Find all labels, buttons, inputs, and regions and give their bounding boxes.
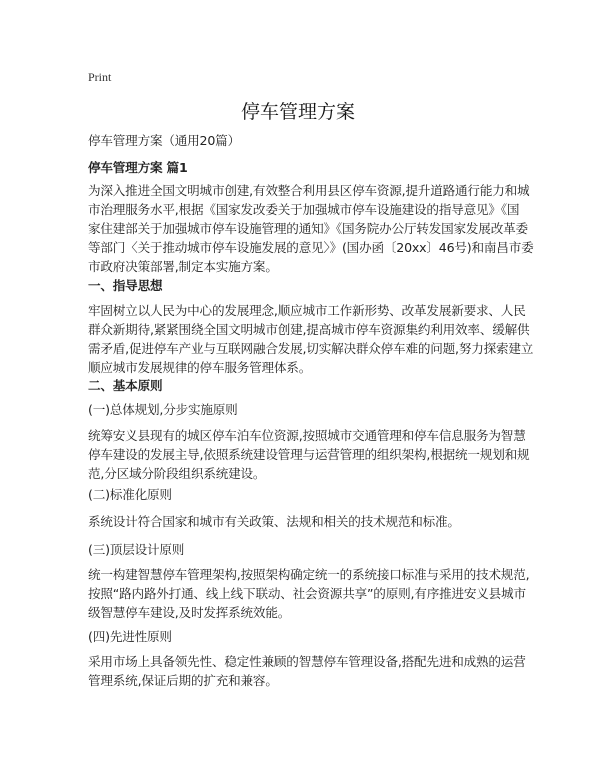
document-title: 停车管理方案 (240, 101, 355, 123)
text-line: 群众新期待,紧紧围绕全国文明城市创建,提高城市停车资源集约利用效率、缓解供 (88, 322, 530, 337)
text-line: 管理系统,保证后期的扩充和兼容。 (88, 673, 278, 688)
section-heading: 停车管理方案 篇1 (88, 160, 188, 175)
text-line: 范,分区域分阶段组织系统建设。 (88, 466, 266, 481)
text-line: 牢固树立以人民为中心的发展理念,顺应城市工作新形势、改革发展新要求、人民 (88, 303, 526, 318)
guiding-ideology-paragraph (88, 301, 533, 377)
advancement-paragraph (88, 652, 526, 690)
top-level-design-paragraph (88, 565, 529, 622)
subheading-advancement: (四)先进性原则 (88, 629, 172, 644)
overall-planning-paragraph (88, 426, 529, 483)
text-line: 级智慧停车建设,及时发挥系统效能。 (88, 605, 291, 620)
subheading-overall-planning: (一)总体规划,分步实施原则 (88, 402, 238, 417)
text-line: 按照“路内路外打通、线上线下联动、社会资源共享”的原则,有序推进安义县城市 (88, 586, 526, 601)
document-subtitle: 停车管理方案（通用20篇） (88, 133, 240, 148)
text-line: 停车建设的发展主导,依照系统建设管理与运营管理的组织架构,根据统一规划和规 (88, 447, 530, 462)
text-line: 需矛盾,促进停车产业与互联网融合发展,切实解决群众停车难的问题,努力探索建立 (88, 341, 534, 356)
subheading-standardization: (二)标准化原则 (88, 487, 172, 502)
text-line: 顺应城市发展规律的停车服务管理体系。 (88, 360, 312, 375)
print-label[interactable]: Print (88, 70, 112, 84)
heading-guiding-ideology: 一、指导思想 (88, 278, 163, 293)
text-line: 等部门〈关于推动城市停车设施发展的意见〉》(国办函〔20xx〕46号)和南昌市委 (88, 240, 534, 255)
text-line: 统筹安义县现有的城区停车泊车位资源,按照城市交通管理和停车信息服务为智慧 (88, 428, 526, 443)
heading-basic-principles: 二、基本原则 (88, 378, 163, 393)
text-line: 市治理服务水平,根据《国家发改委关于加强城市停车设施建设的指导意见》《国 (88, 202, 520, 217)
text-line: 家住建部关于加强城市停车设施管理的通知》《国务院办公厅转发国家发展改革委 (88, 221, 528, 236)
text-line: 为深入推进全国文明城市创建,有效整合利用县区停车资源,提升道路通行能力和城 (88, 183, 530, 198)
text-line: 统一构建智慧停车管理架构,按照架构确定统一的系统接口标准与采用的技术规范, (88, 567, 530, 582)
intro-paragraph (88, 181, 533, 276)
text-line: 市政府决策部署,制定本实施方案。 (88, 259, 278, 274)
text-line: 采用市场上具备领先性、稳定性兼顾的智慧停车管理设备,搭配先进和成熟的运营 (88, 654, 526, 669)
standardization-paragraph: 系统设计符合国家和城市有关政策、法规和相关的技术规范和标准。 (88, 514, 460, 529)
subheading-top-level-design: (三)顶层设计原则 (88, 542, 185, 557)
